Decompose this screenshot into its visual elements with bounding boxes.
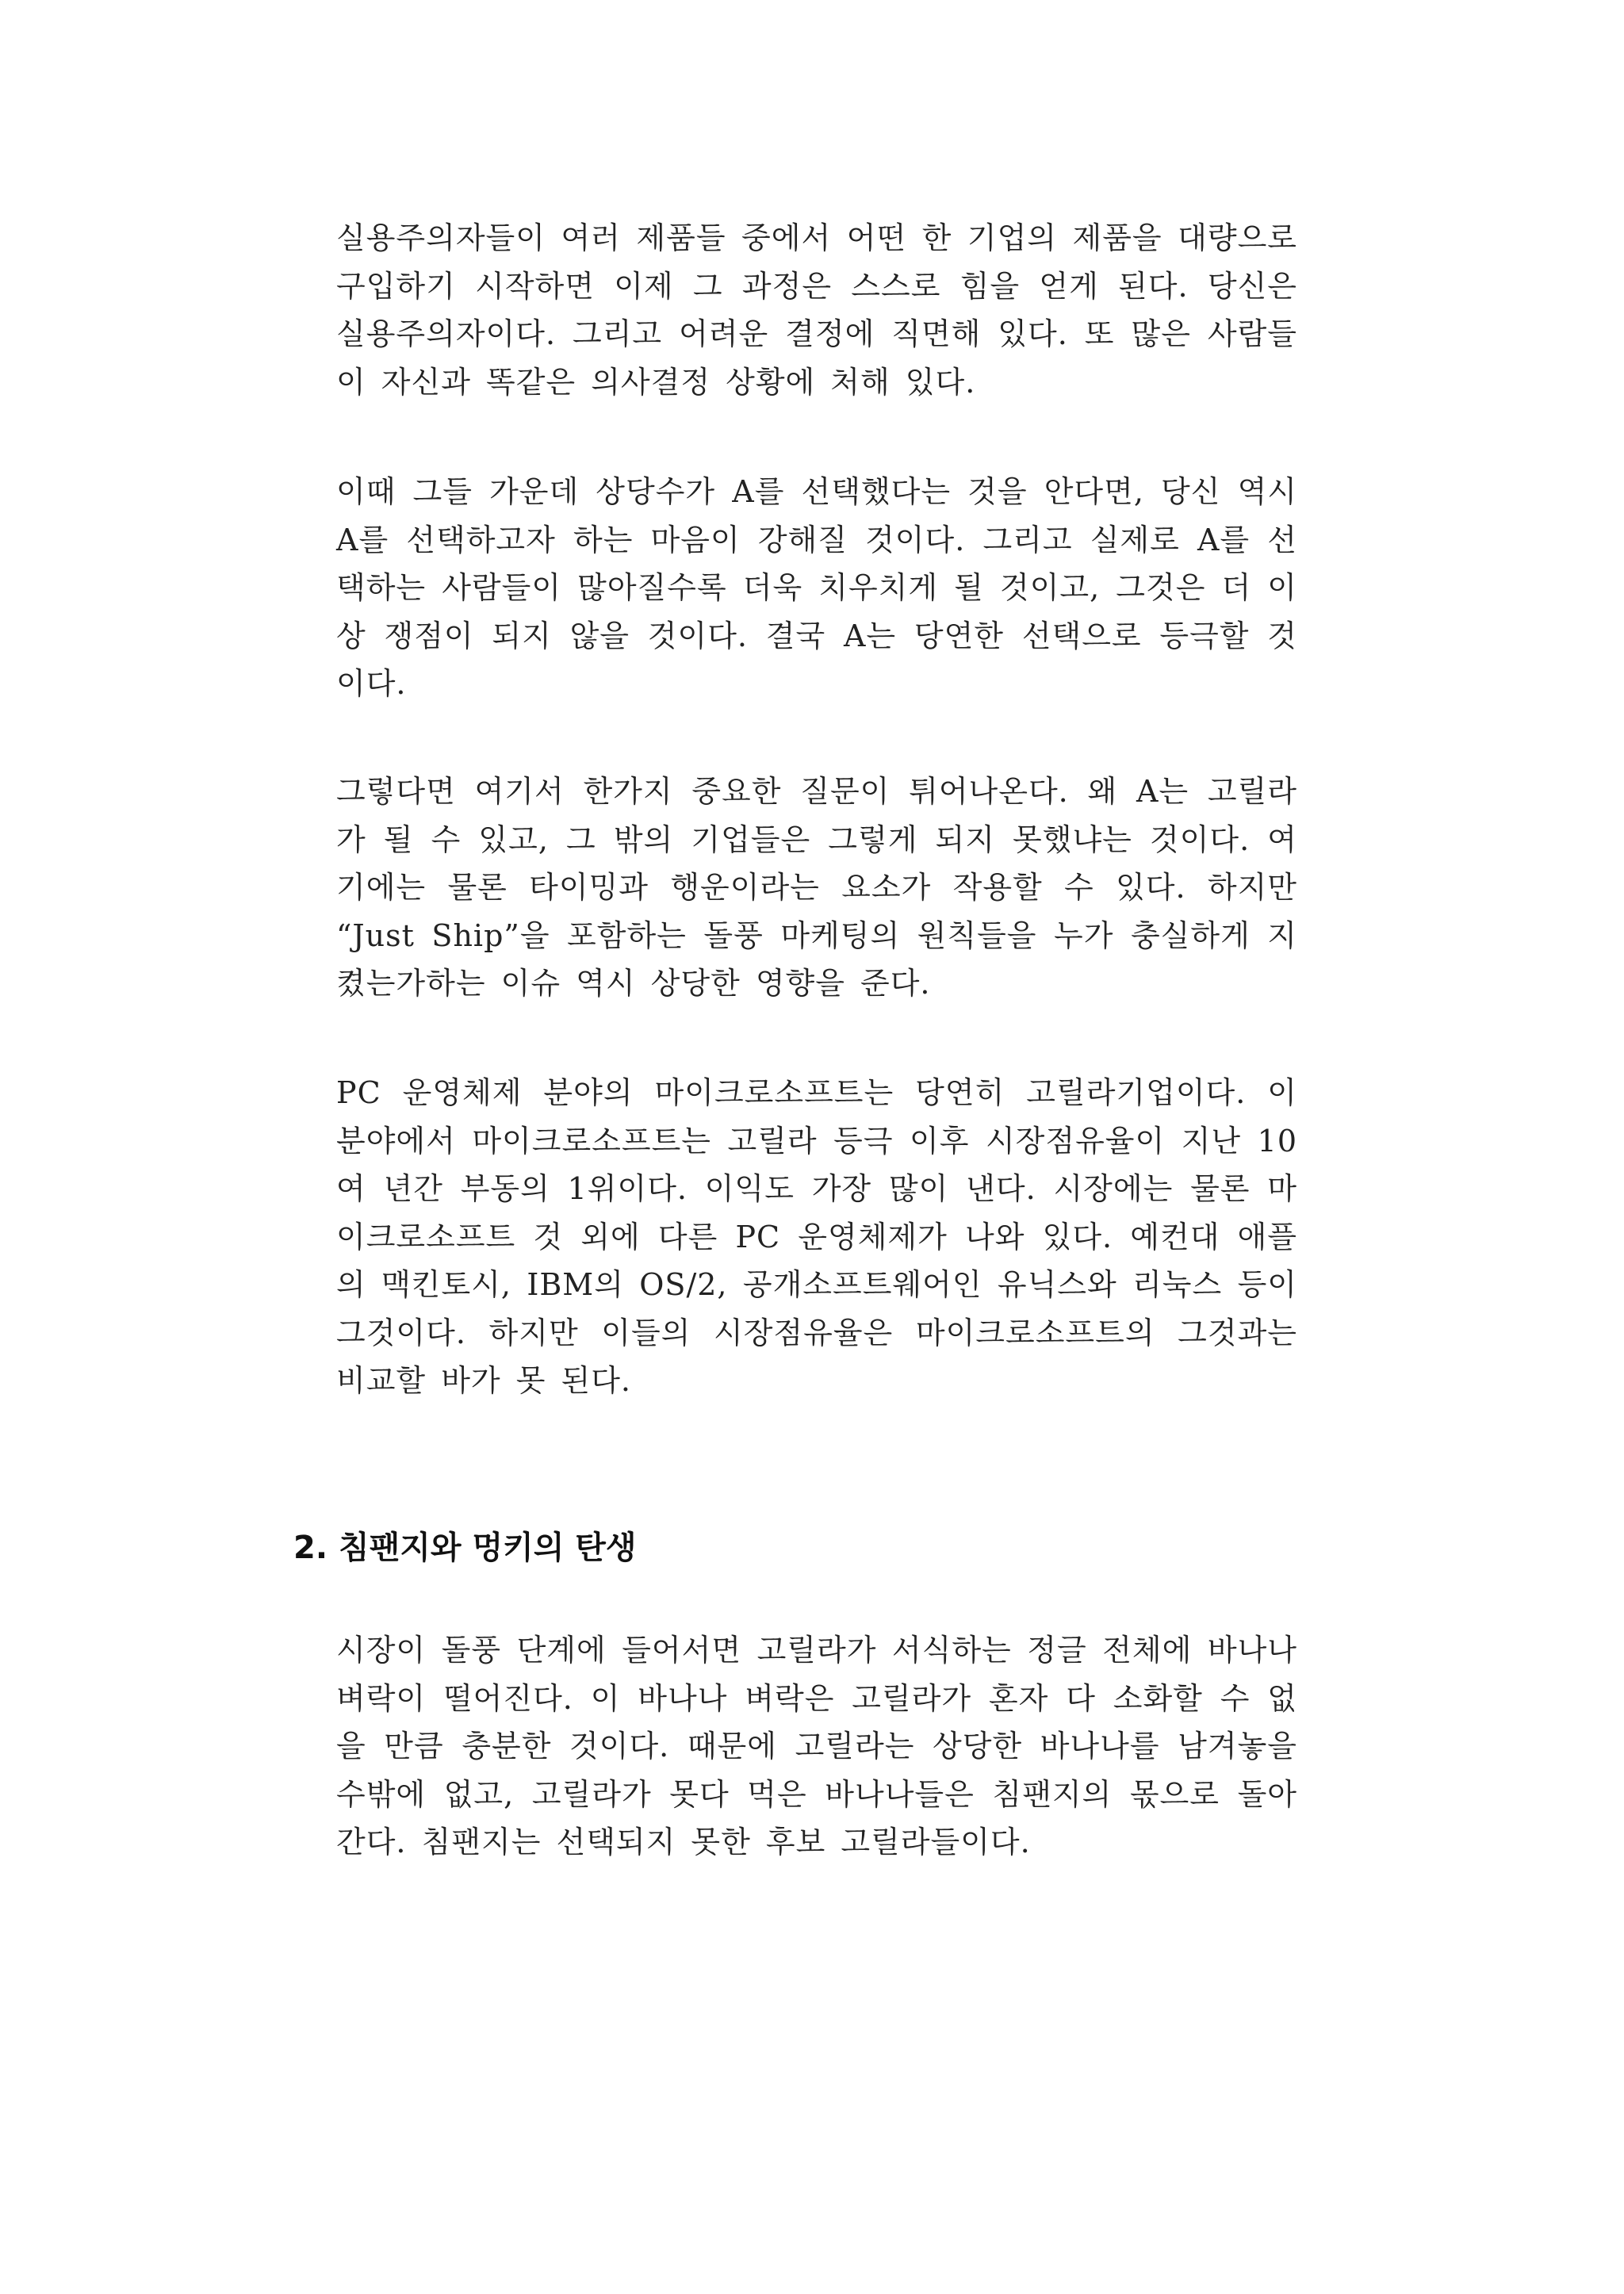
paragraph-pragmatists: 실용주의자들이 여러 제품들 중에서 어떤 한 기업의 제품을 대량으로 구입하기 시작하면 이제 그 과정은 스스로 힘을 얻게 된다. 당신은 실용주의자이다. 그리고 어려운 결정에 직면해 있다. 또 많은 사람들이 자신과 똑같은 의사결정 상황에 처해 있다. <box>336 220 1297 400</box>
paragraph-microsoft: PC 운영체제 분야의 마이크로소프트는 당연히 고릴라기업이다. 이 분야에서 마이크로소프트는 고릴라 등극 이후 시장점유율이 지난 10여 년간 부동의 1위이다. 이익도 가장 많이 낸다. 시장에는 물론 마이크로소프트 것 외에 다른 PC 운영체제가 나와 있다. 예컨대 애플의 맥킨토시, IBM의 OS/2, 공개소프트웨어인 유닉스와 리눅스 등이 그것이다. 하지만 이들의 시장점유율은 마이크로소프트의 그것과는 비교할 바가 못 된다. <box>336 1075 1297 1398</box>
paragraph-chimpanzee: 시장이 돌풍 단계에 들어서면 고릴라가 서식하는 정글 전체에 바나나 벼락이 떨어진다. 이 바나나 벼락은 고릴라가 혼자 다 소화할 수 없을 만큼 충분한 것이다. 때문에 고릴라는 상당한 바나나를 남겨놓을 수밖에 없고, 고릴라가 못다 먹은 바나나들은 침팬지의 몫으로 돌아간다. 침팬지는 선택되지 못한 후보 고릴라들이다. <box>336 1633 1297 1859</box>
section-heading: 2. 침팬지와 멍키의 탄생 <box>293 1530 637 1566</box>
paragraph-choice-a: 이때 그들 가운데 상당수가 A를 선택했다는 것을 안다면, 당신 역시 A를 선택하고자 하는 마음이 강해질 것이다. 그리고 실제로 A를 선택하는 사람들이 많아질수록 더욱 치우치게 될 것이고, 그것은 더 이상 쟁점이 되지 않을 것이다. 결국 A는 당연한 선택으로 등극할 것이다. <box>336 474 1297 701</box>
paragraph-gorilla-question: 그렇다면 여기서 한가지 중요한 질문이 튀어나온다. 왜 A는 고릴라가 될 수 있고, 그 밖의 기업들은 그렇게 되지 못했냐는 것이다. 여기에는 물론 타이밍과 행운이라는 요소가 작용할 수 있다. 하지만 “Just Ship”을 포함하는 돌풍 마케팅의 원칙들을 누가 충실하게 지켰는가하는 이슈 역시 상당한 영향을 준다. <box>336 774 1297 1001</box>
